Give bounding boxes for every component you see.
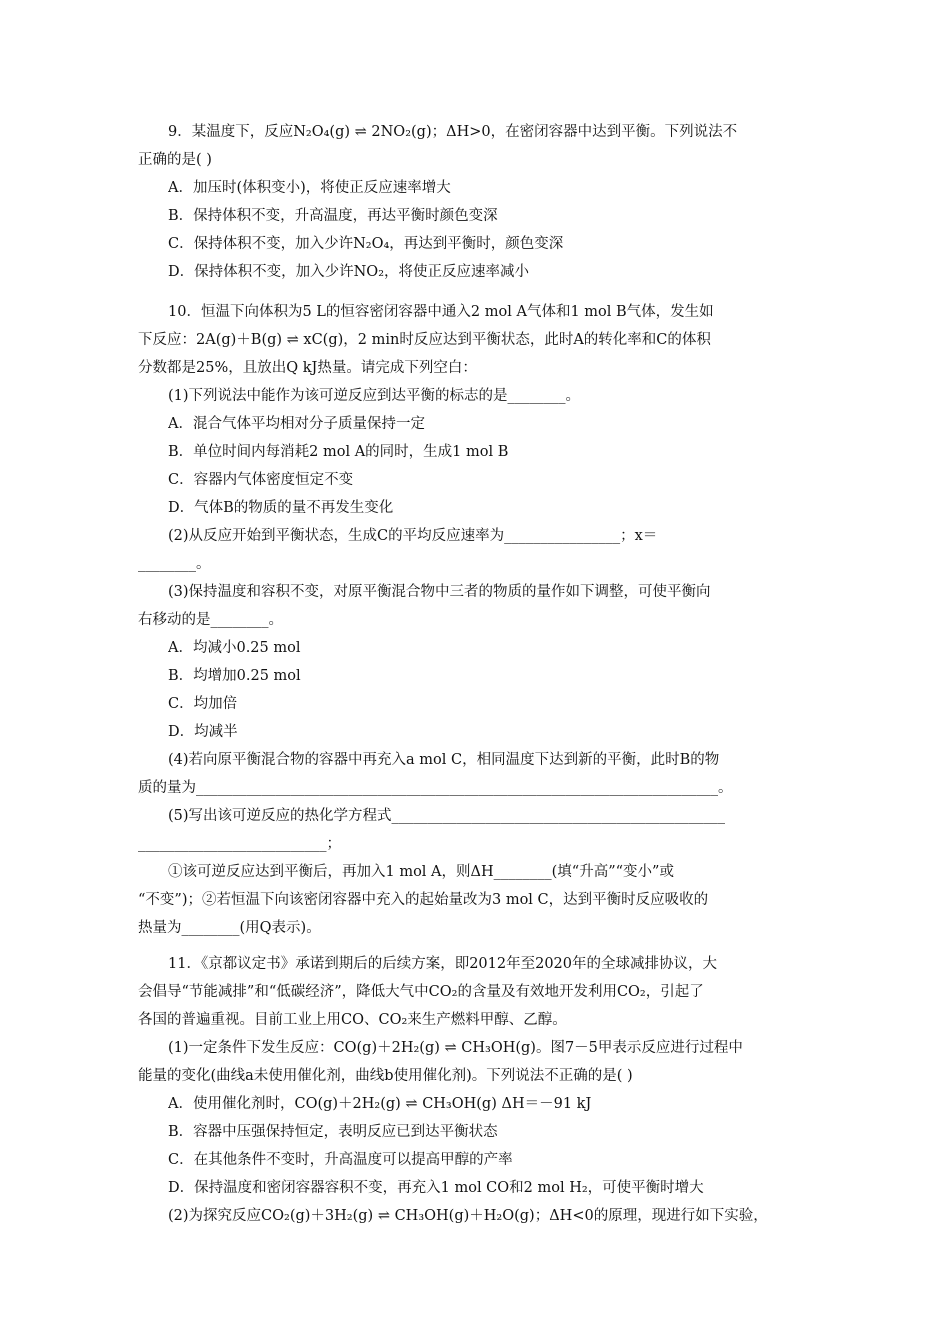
q11-part1-option-b: B．容器中压强保持恒定，表明反应已到达平衡状态: [168, 1124, 498, 1140]
q10-part3-option-b: B．均增加0.25 mol: [168, 668, 301, 684]
q10-part1-option-a: A．混合气体平均相对分子质量保持一定: [168, 416, 425, 432]
q10-part5-line1: (5)写出该可逆反应的热化学方程式______________________________________________: [168, 808, 726, 824]
q10-part1-option-d: D．气体B的物质的量不再发生变化: [168, 500, 394, 516]
q10-stem-line2: 下反应：2A(g)＋B(g) ⇌ xC(g)，2 min时反应达到平衡状态，此时A的转化率和C的体积: [138, 332, 711, 348]
q9-stem-line2: 正确的是( ): [138, 152, 212, 168]
q11-part1-option-c: C．在其他条件不变时，升高温度可以提高甲醇的产率: [168, 1152, 513, 1168]
q10-part5-line5: 热量为________(用Q表示)。: [138, 920, 321, 936]
q10-part1-option-b: B．单位时间内每消耗2 mol A的同时，生成1 mol B: [168, 444, 509, 460]
q10-part4-line1: (4)若向原平衡混合物的容器中再充入a mol C，相同温度下达到新的平衡，此时B的物: [168, 752, 720, 768]
q10-stem-line3: 分数都是25%，且放出Q kJ热量。请完成下列空白：: [138, 360, 477, 376]
q11-stem-line1: 11．《京都议定书》承诺到期后的后续方案，即2012年至2020年的全球减排协议，大: [168, 956, 718, 972]
q10-part5-line3: ①该可逆反应达到平衡后，再加入1 mol A，则ΔH________(填“升高”“变小”或: [168, 864, 674, 880]
q10-stem-line1: 10．恒温下向体积为5 L的恒容密闭容器中通入2 mol A气体和1 mol B气体，发生如: [168, 304, 714, 320]
q10-part1-option-c: C．容器内气体密度恒定不变: [168, 472, 354, 488]
q11-part1-option-d: D．保持温度和密闭容器容积不变，再充入1 mol CO和2 mol H₂，可使平衡时增大: [168, 1180, 704, 1196]
q9-option-a: A．加压时(体积变小)，将使正反应速率增大: [168, 180, 451, 196]
q9-option-c: C．保持体积不变，加入少许N₂O₄，再达到平衡时，颜色变深: [168, 236, 564, 252]
q9-stem-line1: 9．某温度下，反应N₂O₄(g) ⇌ 2NO₂(g)；ΔH>0，在密闭容器中达到平衡。下列说法不: [168, 124, 738, 140]
q10-part3-line1: (3)保持温度和容积不变，对原平衡混合物中三者的物质的量作如下调整，可使平衡向: [168, 584, 711, 600]
q10-part3-line2: 右移动的是________。: [138, 612, 283, 628]
q11-part1-line1: (1)一定条件下发生反应：CO(g)＋2H₂(g) ⇌ CH₃OH(g)。图7－5甲表示反应进行过程中: [168, 1040, 743, 1056]
q11-part2-line1: (2)为探究反应CO₂(g)＋3H₂(g) ⇌ CH₃OH(g)＋H₂O(g)；ΔH<0的原理，现进行如下实验，: [168, 1208, 768, 1224]
q10-part5-line4: “不变”)；②若恒温下向该密闭容器中充入的起始量改为3 mol C，达到平衡时反应吸收的: [138, 892, 709, 908]
q11-part1-option-a: A．使用催化剂时，CO(g)＋2H₂(g) ⇌ CH₃OH(g) ΔH＝－91 kJ: [168, 1096, 592, 1112]
q10-part3-option-c: C．均加倍: [168, 696, 238, 712]
q10-part2-line2: ________。: [138, 556, 211, 572]
q10-part3-option-d: D．均减半: [168, 724, 238, 740]
q11-part1-line2: 能量的变化(曲线a未使用催化剂，曲线b使用催化剂)。下列说法不正确的是( ): [138, 1068, 633, 1084]
q10-part4-line2: 质的量为________________________________________________________________________。: [138, 780, 733, 796]
q10-part1: (1)下列说法中能作为该可逆反应到达平衡的标志的是________。: [168, 388, 581, 404]
q10-part2-line1: (2)从反应开始到平衡状态，生成C的平均反应速率为________________；x＝: [168, 528, 658, 544]
q10-part5-line2: __________________________；: [138, 836, 341, 852]
q9-option-b: B．保持体积不变，升高温度，再达平衡时颜色变深: [168, 208, 498, 224]
q9-option-d: D．保持体积不变，加入少许NO₂，将使正反应速率减小: [168, 264, 530, 280]
q11-stem-line3: 各国的普遍重视。目前工业上用CO、CO₂来生产燃料甲醇、乙醇。: [138, 1012, 567, 1028]
q10-part3-option-a: A．均减小0.25 mol: [168, 640, 301, 656]
q11-stem-line2: 会倡导“节能减排”和“低碳经济”，降低大气中CO₂的含量及有效地开发利用CO₂，引起了: [138, 984, 704, 1000]
